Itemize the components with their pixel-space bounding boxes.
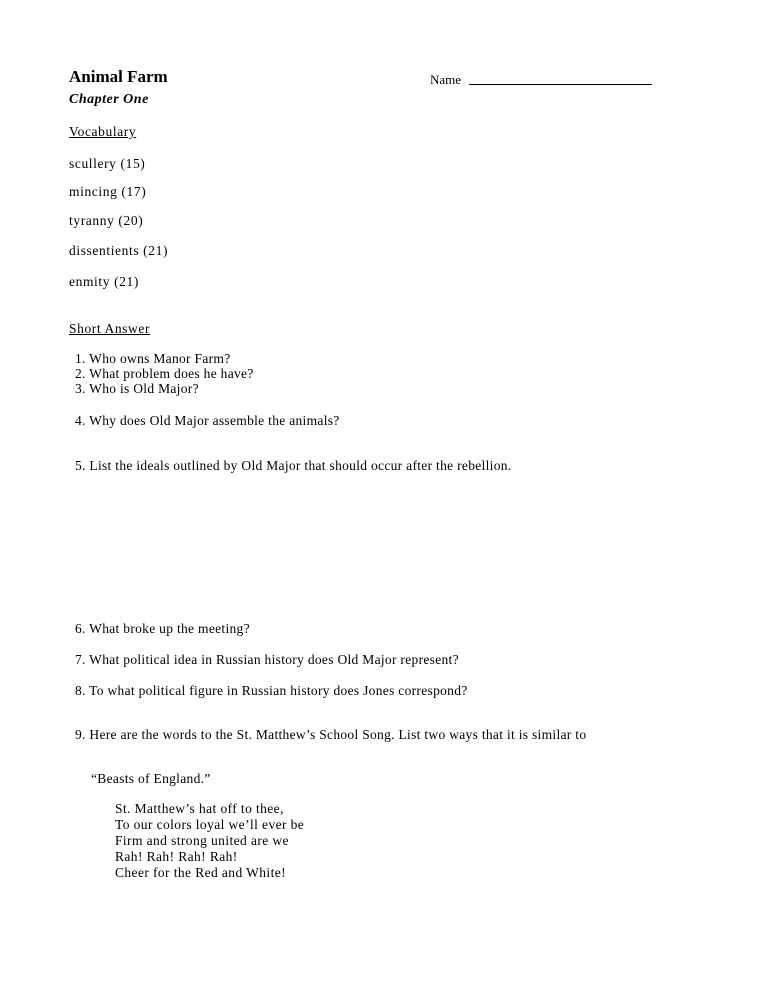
question-4: 4. Why does Old Major assemble the animals? xyxy=(75,413,340,428)
worksheet-title: Animal Farm xyxy=(69,67,168,86)
chapter-subtitle: Chapter One xyxy=(69,92,149,107)
question-7: 7. What political idea in Russian history does Old Major represent? xyxy=(75,652,459,667)
question-9: 9. Here are the words to the St. Matthew’s School Song. List two ways that it is similar to xyxy=(75,727,587,742)
question-5: 5. List the ideals outlined by Old Major that should occur after the rebellion. xyxy=(75,458,512,473)
vocab-word: scullery (15) xyxy=(69,156,146,171)
vocab-word: dissentients (21) xyxy=(69,243,169,258)
question-9-continuation: “Beasts of England.” xyxy=(91,771,211,786)
question-2: 2. What problem does he have? xyxy=(75,366,254,381)
vocab-word: enmity (21) xyxy=(69,274,139,289)
vocabulary-heading: Vocabulary xyxy=(69,124,137,139)
short-answer-heading: Short Answer xyxy=(69,321,151,336)
question-8: 8. To what political figure in Russian history does Jones correspond? xyxy=(75,683,468,698)
name-label: Name xyxy=(430,72,462,87)
question-6: 6. What broke up the meeting? xyxy=(75,621,250,636)
vocab-word: tyranny (20) xyxy=(69,213,144,228)
song-line: To our colors loyal we’ll ever be xyxy=(115,817,305,832)
song-line: Cheer for the Red and White! xyxy=(115,865,287,880)
song-line: Firm and strong united are we xyxy=(115,833,289,848)
question-3: 3. Who is Old Major? xyxy=(75,381,199,396)
song-line: Rah! Rah! Rah! Rah! xyxy=(115,849,238,864)
vocab-word: mincing (17) xyxy=(69,184,147,199)
song-line: St. Matthew’s hat off to thee, xyxy=(115,801,284,816)
question-1: 1. Who owns Manor Farm? xyxy=(75,351,231,366)
name-blank-line xyxy=(469,84,652,85)
